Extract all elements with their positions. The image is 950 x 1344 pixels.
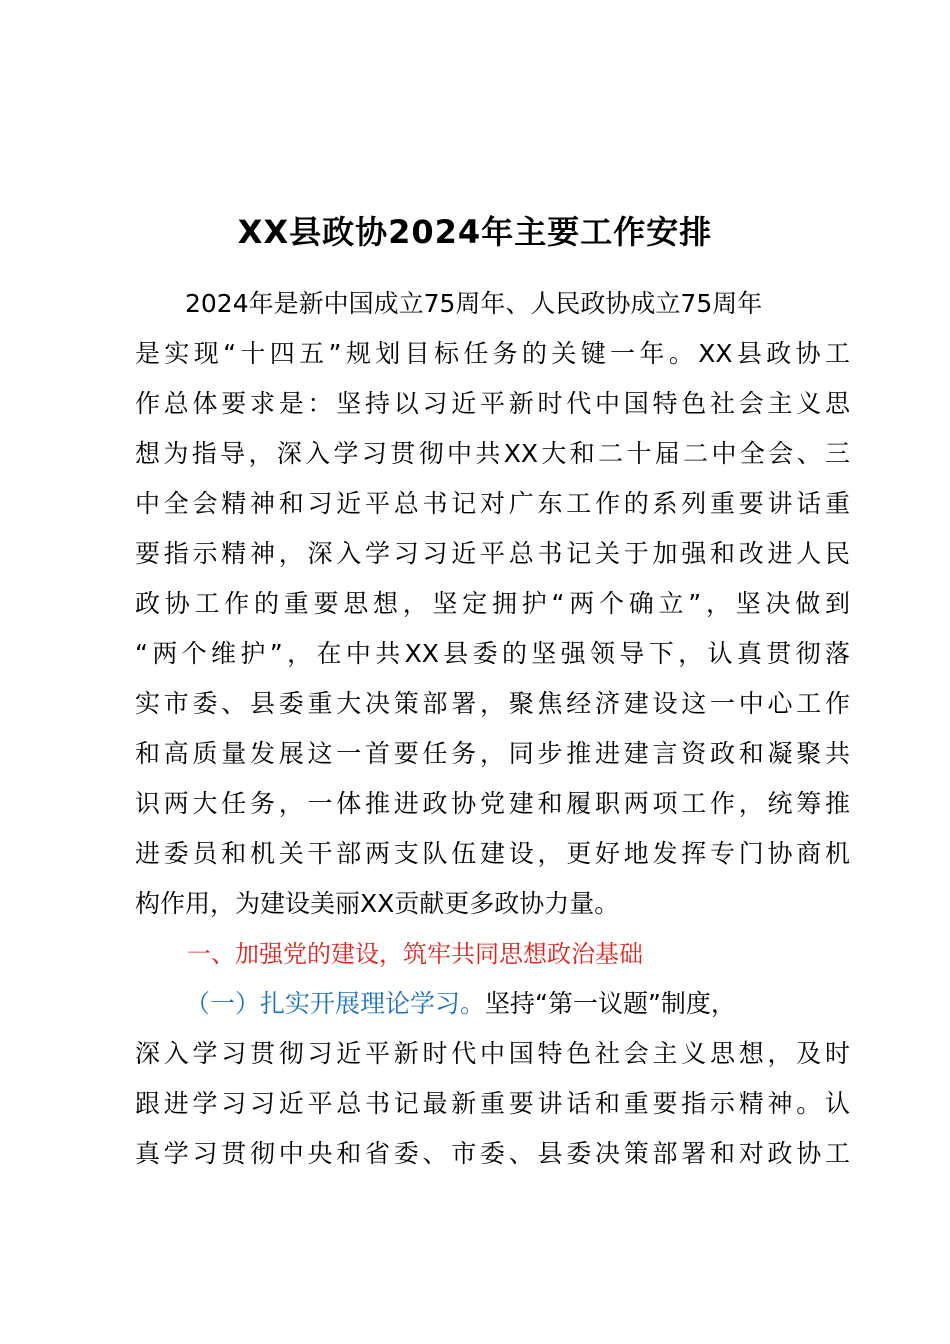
intro-line: 政协工作的重要思想，坚定拥护“两个确立”，坚决做到 (135, 589, 850, 618)
subsection-text: 坚持“第一议题”制度， (485, 989, 736, 1018)
intro-line: 2024年是新中国成立75周年、人民政协成立75周年 (185, 289, 763, 318)
intro-line: 实市委、县委重大决策部署，聚焦经济建设这一中心工作 (135, 689, 850, 718)
intro-line: 构作用，为建设美丽XX贡献更多政协力量。 (135, 889, 620, 918)
intro-line: 要指示精神，深入学习习近平总书记关于加强和改进人民 (135, 539, 850, 568)
section-heading: 一、加强党的建设，筑牢共同思想政治基础 (187, 940, 643, 968)
intro-line: 识两大任务，一体推进政协党建和履职两项工作，统筹推 (135, 789, 850, 818)
subsection-line: 真学习贯彻中央和省委、市委、县委决策部署和对政协工 (135, 1139, 850, 1168)
intro-line: 和高质量发展这一首要任务，同步推进建言资政和凝聚共 (135, 739, 850, 768)
intro-line: 进委员和机关干部两支队伍建设，更好地发挥专门协商机 (135, 839, 850, 868)
subsection-heading: （一）扎实开展理论学习。 (185, 989, 486, 1018)
subsection-first-line (185, 984, 850, 1024)
intro-line: 中全会精神和习近平总书记对广东工作的系列重要讲话重 (135, 489, 850, 518)
intro-line: 是实现“十四五”规划目标任务的关键一年。XX县政协工 (135, 339, 850, 368)
intro-line: 作总体要求是：坚持以习近平新时代中国特色社会主义思 (135, 389, 850, 418)
intro-line: “两个维护”，在中共XX县委的坚强领导下，认真贯彻落 (135, 639, 850, 668)
subsection-line: 跟进学习习近平总书记最新重要讲话和重要指示精神。认 (135, 1089, 850, 1118)
document-title: XX县政协2024年主要工作安排 (237, 213, 713, 251)
subsection-line: 深入学习贯彻习近平新时代中国特色社会主义思想，及时 (135, 1039, 850, 1068)
intro-line: 想为指导，深入学习贯彻中共XX大和二十届二中全会、三 (135, 439, 850, 468)
